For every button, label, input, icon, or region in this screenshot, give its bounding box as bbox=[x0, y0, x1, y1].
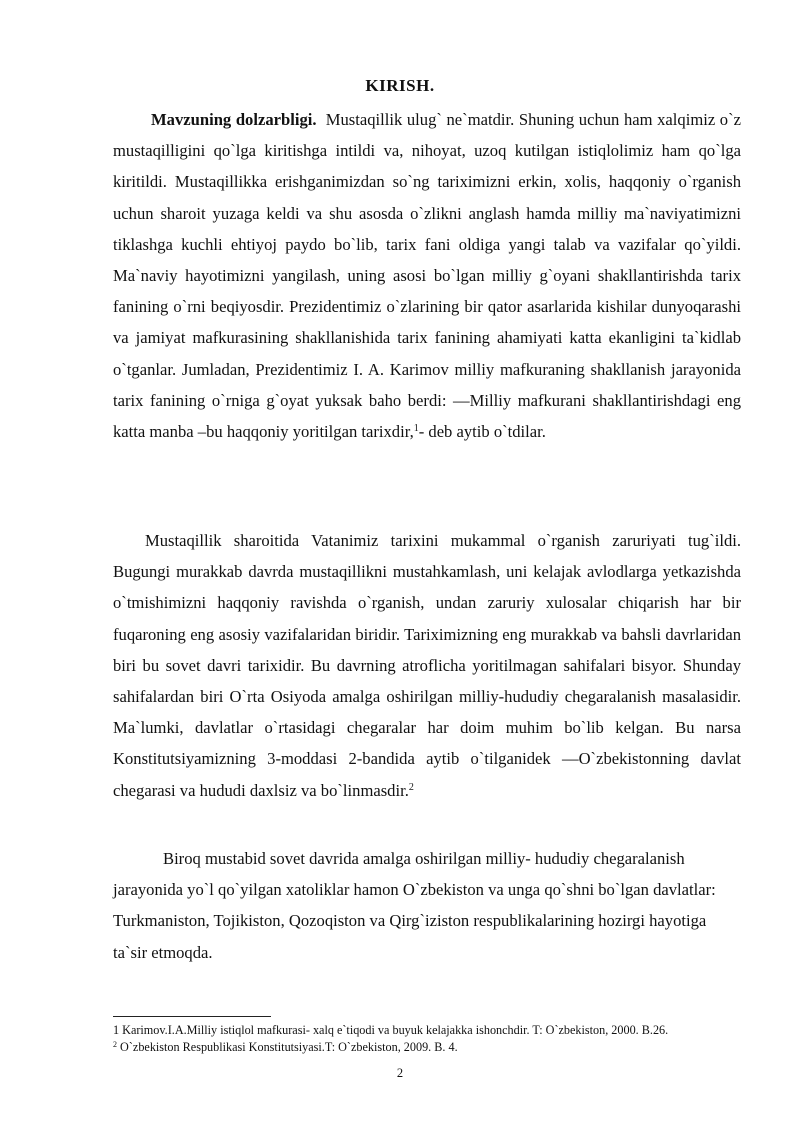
paragraph-borders bbox=[113, 843, 733, 968]
footnote-ref-2[interactable]: 2 bbox=[408, 781, 414, 793]
footnote-ref-1[interactable]: 1 bbox=[413, 423, 419, 435]
footnote-1: 1 Karimov.I.A.Milliy istiqlol mafkurasi- xalq e`tiqodi va buyuk kelajakka ishonchdir. T: O`zbekiston, 2000. B.26. bbox=[113, 1023, 669, 1037]
paragraph-lead: Mavzuning dolzarbligi. bbox=[151, 110, 317, 129]
paragraph-text: Mustaqillik ulug` ne`matdir. Shuning uchun ham xalqimiz o`z mustaqilligini qo`lga kiritishga intildi va, nihoyat, uzoq kutilgan istiqlolimiz ham qo`lga kiritildi. Mustaqillikka erishganimizdan so`ng tariximizni erkin, xolis, haqqoniy o`rganish uchun sharoit yuzaga keldi va shu asosda o`zlikni anglash hamda milliy ma`naviyatimizni tiklashga kuchli ehtiyoj paydo bo`lib, tarix fani oldiga yangi talab va vazifalar qo`yildi. Ma`naviy hayotimizni yangilash, uning asosi bo`lgan milliy g`oyani shakllantirishda tarix fanining o`rni beqiyosdir. Prezidentimiz o`zlarining bir qator asarlarida kishilar dunyoqarashi va jamiyat mafkurasining shakllanishida tarix fanining ahamiyati katta ekanligini ta`kidlab o`tganlar. Jumladan, Prezidentimiz I. A. Karimov milliy mafkuraning shakllanish jarayonida tarix fanining o`rniga g`oyat yuksak baho berdi: —Milliy mafkurani shakllantirishdagi eng katta manba –bu haqqoniy yoritilgan tarixdir, bbox=[113, 110, 741, 442]
footnote-2-marker: 2 bbox=[113, 1040, 117, 1049]
paragraph-independence bbox=[113, 525, 741, 806]
paragraph-text: Biroq mustabid sovet davrida amalga oshirilgan milliy- hududiy chegaralanish jarayonida yo`l qo`yilgan xatoliklar hamon O`zbekiston va unga qo`shni bo`lgan davlatlar: Turkmaniston, Tojikiston, Qozoqiston va Qirg`iziston respublikalarining hozirgi hayotiga ta`sir etmoqda. bbox=[113, 849, 716, 962]
page-number: 2 bbox=[396, 1066, 404, 1080]
paragraph-tail: - deb aytib o`tdilar. bbox=[418, 422, 546, 442]
footnote-2 bbox=[113, 1039, 753, 1056]
paragraph-relevance bbox=[113, 104, 741, 447]
footnote-2-text: O`zbekiston Respublikasi Konstitutsiyasi.T: O`zbekiston, 2009. B. 4. bbox=[120, 1040, 458, 1054]
paragraph-text: Mustaqillik sharoitida Vatanimiz tarixini mukammal o`rganish zaruriyati tug`ildi. Bugungi murakkab davrda mustaqillikni mustahkamlash, uni kelajak avlodlarga yetkazishda o`tmishimizni haqqoniy ravishda o`rganish, undan zaruriy xulosalar chiqarish har bir fuqaroning eng asosiy vazifalaridan biridir. Tariximizning eng murakkab va bahsli davrlaridan biri bu sovet davri tarixidir. Bu davrning atroflicha yoritilmagan sahifalari bisyor. Shunday sahifalardan biri O`rta Osiyoda amalga oshirilgan milliy-hududiy chegaralanish masalasidir. Ma`lumki, davlatlar o`rtasidagi chegaralar har doim muhim bo`lib kelgan. Bu narsa Konstitutsiyamizning 3-moddasi 2-bandida aytib o`tilganidek —O`zbekistonning davlat chegarasi va hududi daxlsiz va bo`linmasdir. bbox=[113, 531, 741, 800]
section-heading: KIRISH. bbox=[365, 76, 435, 95]
footnote-separator bbox=[113, 1016, 271, 1017]
